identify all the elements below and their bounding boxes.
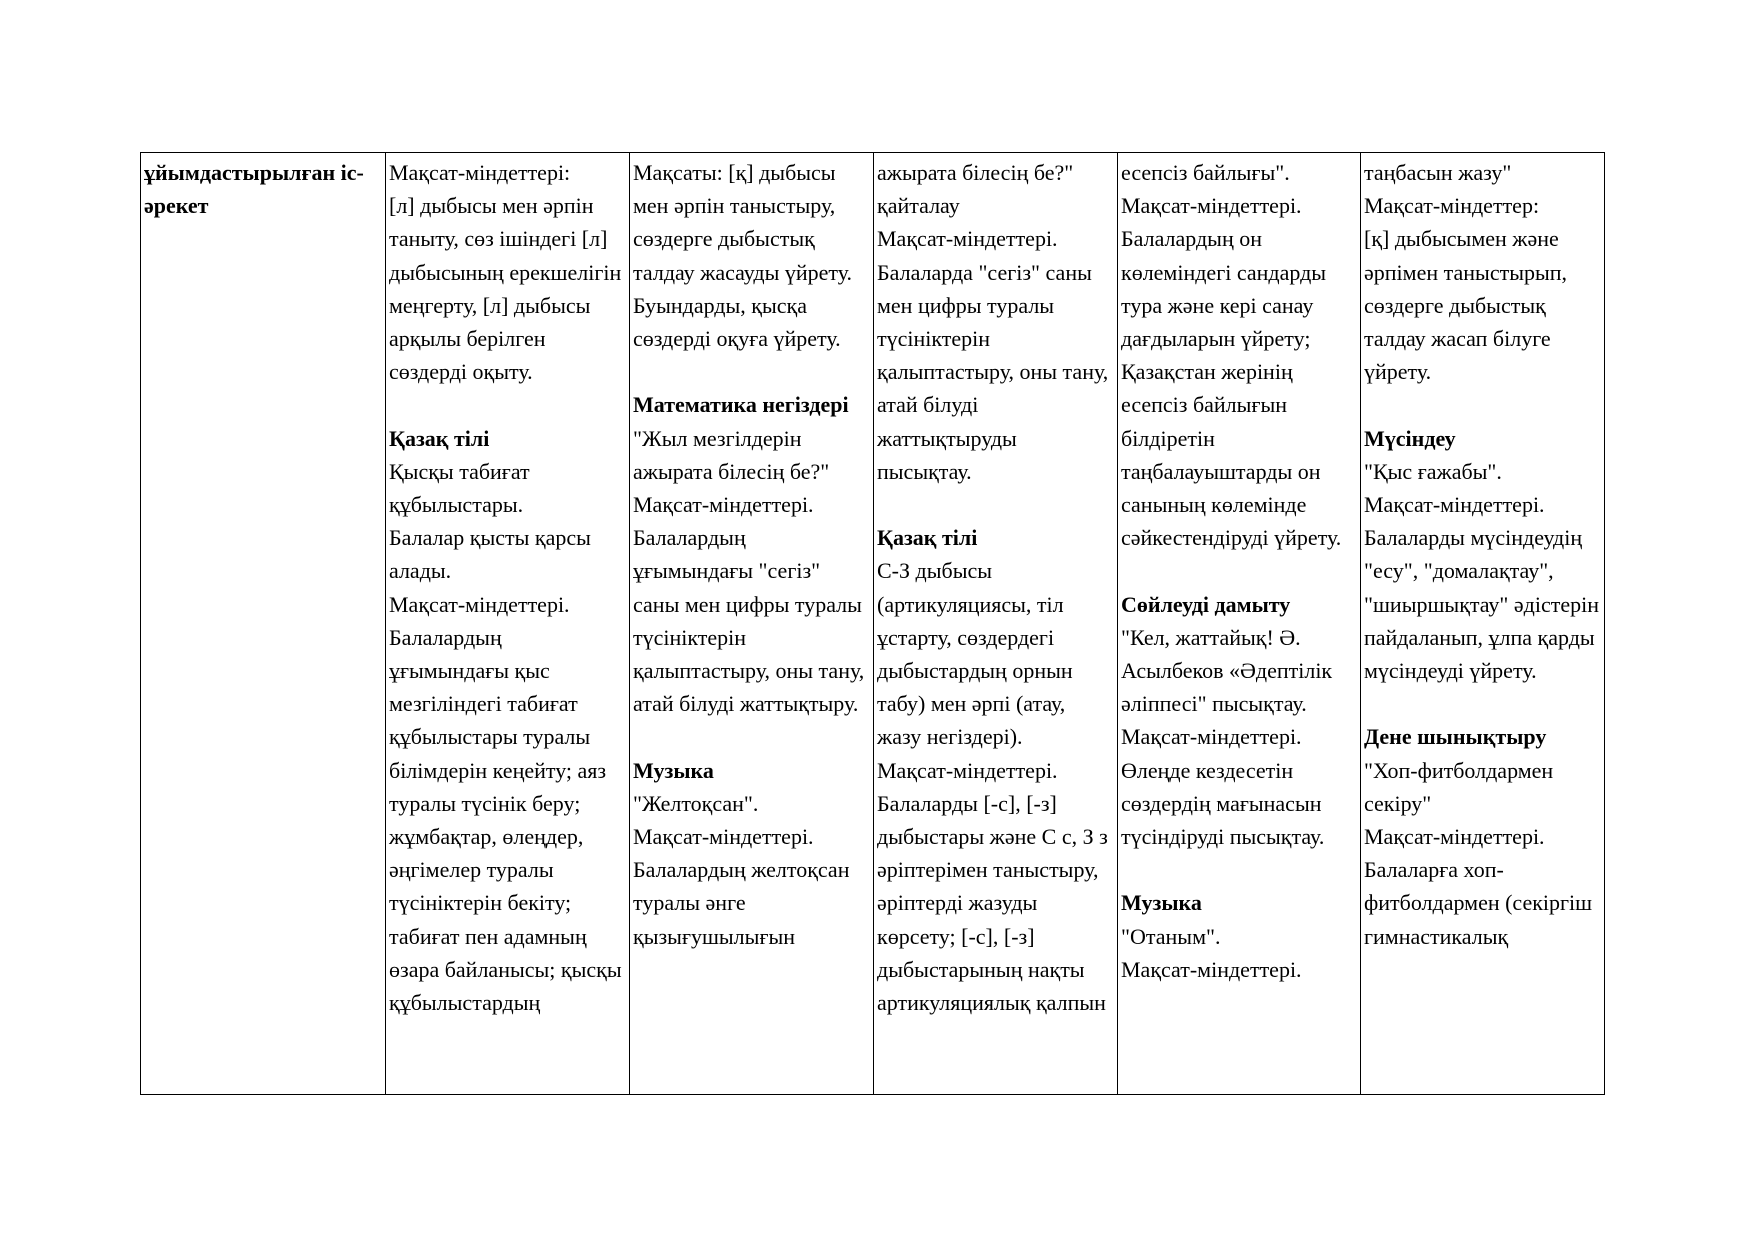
cell-text: "Жыл мезгілдерін ажырата білесің бе?" Мақсат-міндеттері. Балалардың ұғымындағы "сегіз" саны мен цифры туралы түсініктерін қалыптастыру, оны тану, атай білуді жаттықтыру. [633, 425, 865, 717]
plan-cell-1 [386, 153, 630, 1095]
cell-text: "Қыс ғажабы". Мақсат-міндеттері. Балаларды мүсіндеудің "есу", "домалақтау", "шиыршықтау" әдістерін пайдаланып, ұлпа қарды мүсіндеуді үйрету. [1364, 458, 1599, 684]
row-header-cell [141, 153, 386, 1095]
row-header-label: ұйымдастырылған іс-әрекет [144, 160, 364, 219]
plan-cell-5 [1361, 153, 1605, 1095]
cell-text: "Кел, жаттайық! Ә. Асылбеков «Әдептілік әліппесі" пысықтау. Мақсат-міндеттері. Өлеңде кездесетін сөздердің мағынасын түсіндіруді пысықтау. [1121, 624, 1333, 850]
plan-cell-3 [874, 153, 1118, 1095]
subject-heading: Математика негіздері [633, 392, 849, 418]
subject-heading: Мүсіндеу [1364, 425, 1456, 451]
cell-text: Қысқы табиғат құбылыстары. Балалар қысты қарсы алады. Мақсат-міндеттері. Балалардың ұғымындағы қыс мезгіліндегі табиғат құбылыстары туралы білімдерін кеңейту; аяз туралы түсінік беру; жұмбақтар, өлеңдер, әңгімелер туралы түсініктерін бекіту; табиғат пен адамның өзара байланысы; қысқы құбылыстардың [389, 458, 622, 1016]
subject-heading: Музыка [1121, 890, 1202, 916]
cell-text: таңбасын жазу" Мақсат-міндеттер: [қ] дыбысымен және әрпімен таныстырып, сөздерге дыбыстық талдау жасап білуге үйрету. [1364, 160, 1568, 385]
cell-text: С-З дыбысы (артикуляциясы, тіл ұстарту, сөздердегі дыбыстардың орнын табу) мен әрпі (атау, жазу негіздері). Мақсат-міндеттері. Балаларды [-с], [-з] дыбыстары және С с, З з әріптерімен таныстыру, әріптерді жазуды көрсету; [-с], [-з] дыбыстарының нақты артикуляциялық қалпын [877, 558, 1108, 1016]
cell-text: "Отаным". Мақсат-міндеттері. [1121, 923, 1302, 982]
cell-text: ажырата білесің бе?" қайталау Мақсат-міндеттері. Балаларда "сегіз" саны мен цифры туралы түсініктерін қалыптастыру, оны тану, атай білуді жаттықтыруды пысықтау. [877, 160, 1109, 484]
cell-text: "Желтоқсан". Мақсат-міндеттері. Балалардың желтоқсан туралы әнге қызығушылығын [633, 790, 850, 949]
cell-text: "Хоп-фитболдармен секіру" Мақсат-міндеттері. Балаларға хоп-фитболдармен (секіргіш гимнастикалық [1364, 757, 1593, 949]
lesson-plan-table [140, 152, 1605, 1095]
cell-text: Мақсаты: [қ] дыбысы мен әрпін таныстыру, сөздерге дыбыстық талдау жасауды үйрету. Буындарды, қысқа сөздерді оқуға үйрету. [633, 160, 853, 352]
subject-heading: Қазақ тілі [389, 425, 490, 451]
table-row [141, 153, 1605, 1095]
subject-heading: Дене шынықтыру [1364, 724, 1547, 750]
subject-heading: Музыка [633, 757, 714, 783]
subject-heading: Қазақ тілі [877, 525, 978, 551]
cell-text: Мақсат-міндеттері: [л] дыбысы мен әрпін таныту, сөз ішіндегі [л] дыбысының ерекшелігін меңгерту, [л] дыбысы арқылы берілген сөздерді оқыту. [389, 160, 622, 385]
plan-cell-4 [1118, 153, 1361, 1095]
cell-text: есепсіз байлығы". Мақсат-міндеттері. Балалардың он көлеміндегі сандарды тура және кері санау дағдыларын үйрету; Қазақстан жерінің есепсіз байлығын білдіретін таңбалауыштарды он санының көлемінде сәйкестендіруді үйрету. [1121, 160, 1342, 551]
plan-cell-2 [630, 153, 874, 1095]
subject-heading: Сөйлеуді дамыту [1121, 591, 1291, 617]
